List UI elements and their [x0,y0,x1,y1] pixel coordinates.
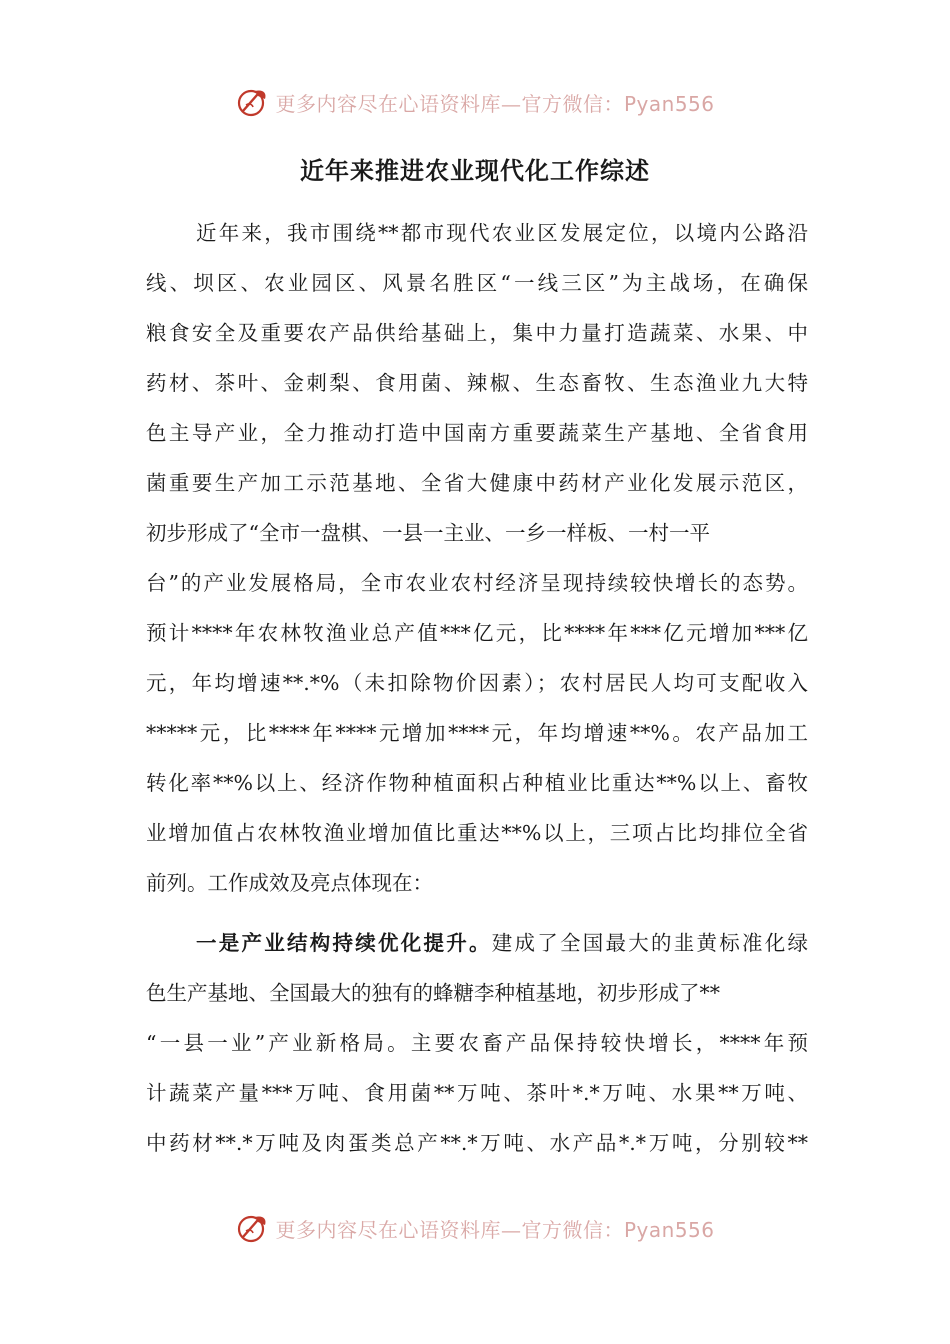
text-line: 中药材**.*万吨及肉蛋类总产**.*万吨、水产品*.*万吨，分别较** [146,1131,808,1155]
text-line: 药材、茶叶、金刺梨、食用菌、辣椒、生态畜牧、生态渔业九大特 [146,371,808,395]
text-line: 预计****年农林牧渔业总产值***亿元，比****年***亿元增加***亿 [146,621,808,645]
text-line: *****元，比****年****元增加****元，年均增速**%。农产品加工 [146,721,808,745]
text-line: 业增加值占农林牧渔业增加值比重达**%以上，三项占比均排位全省 [146,821,808,845]
paragraph-industry-structure [146,918,808,1168]
text-line [146,918,808,968]
text-line: 前列。工作成效及亮点体现在： [146,871,433,895]
text-line: 近年来，我市围绕**都市现代农业区发展定位，以境内公路沿 [196,221,808,245]
text-line: 转化率**%以上、经济作物种植面积占种植业比重达**%以上、畜牧 [146,771,808,795]
watermark-text: 更多内容尽在心语资料库—官方微信： [275,91,624,116]
watermark-text: 更多内容尽在心语资料库—官方微信： [275,1217,624,1242]
watermark-banner-top [0,82,950,122]
text-fragment: 建成了全国最大的韭黄标准化绿 [491,931,808,955]
text-line: “一县一业”产业新格局。主要农畜产品保持较快增长，****年预 [146,1031,808,1055]
text-line: 元，年均增速**.*%（未扣除物价因素）；农村居民人均可支配收入 [146,671,808,695]
document-title: 近年来推进农业现代化工作综述 [300,156,650,185]
paragraph-overview [146,208,808,908]
watermark-wechat-id: Pyan556 [623,91,715,116]
watermark-wechat-id: Pyan556 [623,1217,715,1242]
watermark-banner-bottom [0,1208,950,1248]
text-line: 台”的产业发展格局，全市农业农村经济呈现持续较快增长的态势。 [146,571,808,595]
text-line: 色主导产业，全力推动打造中国南方重要蔬菜生产基地、全省食用 [146,421,808,445]
text-line: 粮食安全及重要农产品供给基础上，集中力量打造蔬菜、水果、中 [146,321,808,345]
text-line: 色生产基地、全国最大的独有的蜂糖李种植基地，初步形成了** [146,981,720,1005]
text-line: 菌重要生产加工示范基地、全省大健康中药材产业化发展示范区， [146,471,808,495]
text-line: 线、坝区、农业园区、风景名胜区“一线三区”为主战场，在确保 [146,271,808,295]
text-line: 计蔬菜产量***万吨、食用菌**万吨、茶叶*.*万吨、水果**万吨、 [146,1081,808,1105]
quill-logo-icon [235,85,269,119]
paragraph-heading: 一是产业结构持续优化提升。 [196,931,492,955]
text-line: 初步形成了“全市一盘棋、一县一主业、一乡一样板、一村一平 [146,521,710,545]
quill-logo-icon [235,1211,269,1245]
